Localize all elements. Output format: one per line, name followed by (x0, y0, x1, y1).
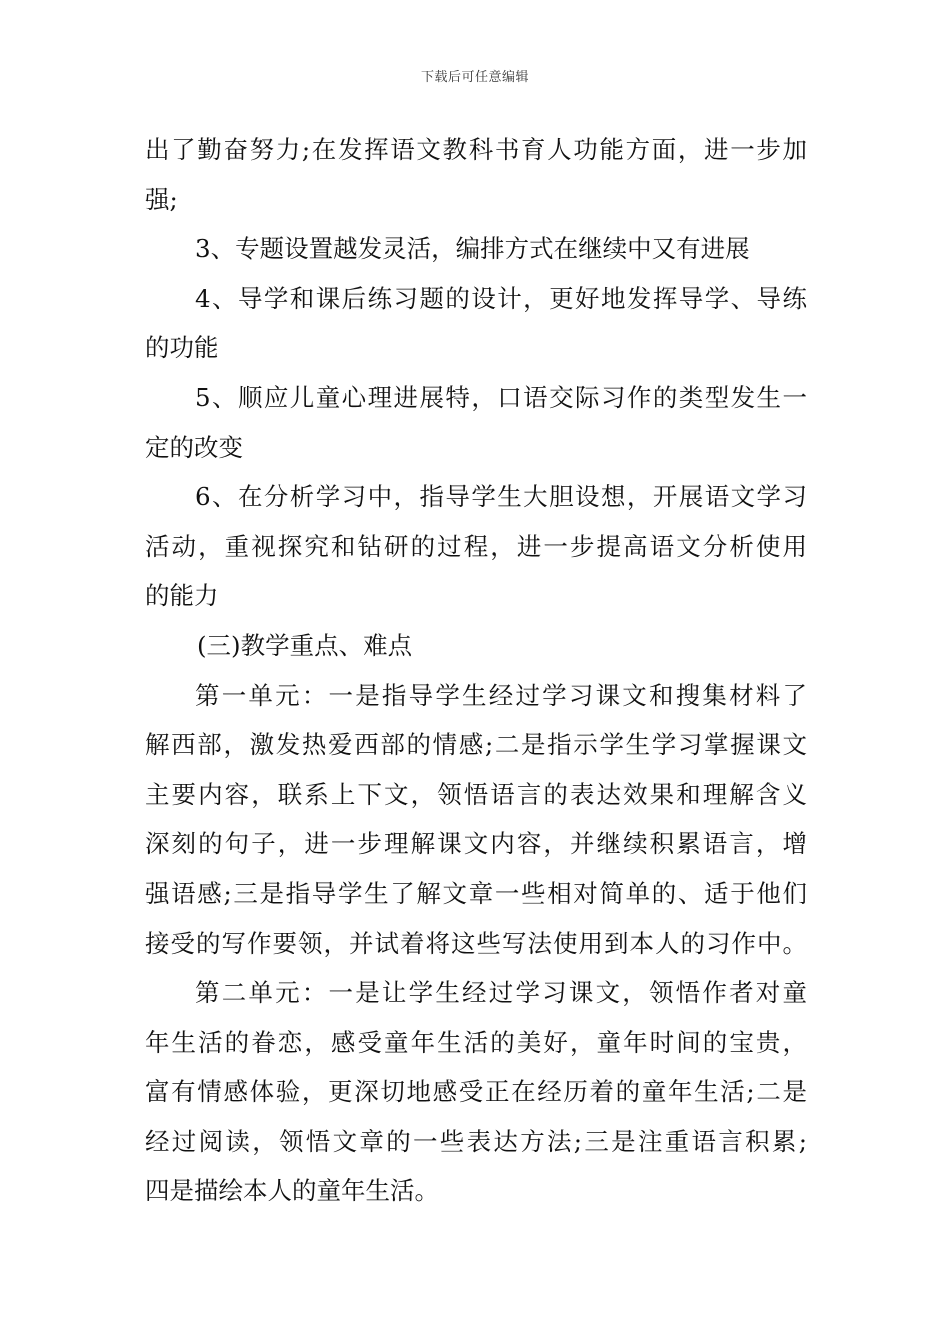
text-line: 强语感;三是指导学生了解文章一些相对简单的、适于他们 (145, 878, 807, 908)
document-body (145, 125, 807, 1216)
text-line: 的功能 (145, 333, 219, 363)
text-line: 解西部，激发热爱西部的情感;二是指示学生学习掌握课文 (145, 730, 807, 760)
text-line: 强; (145, 184, 178, 214)
text-line: 活动，重视探究和钻研的过程，进一步提高语文分析使用 (145, 531, 807, 561)
text-line: 主要内容，联系上下文，领悟语言的表达效果和理解含义 (145, 779, 807, 809)
section-heading: (三)教学重点、难点 (197, 630, 413, 660)
text-line: 出了勤奋努力;在发挥语文教科书育人功能方面，进一步加 (145, 135, 807, 164)
text-line: 经过阅读，领悟文章的一些表达方法;三是注重语言积累; (145, 1126, 807, 1156)
page-header: 下载后可任意编辑 (420, 70, 529, 85)
text-line: 深刻的句子，进一步理解课文内容，并继续积累语言，增 (145, 829, 807, 859)
text-line: 4、导学和课后练习题的设计，更好地发挥导学、导练 (195, 283, 807, 313)
text-line: 年生活的眷恋，感受童年生活的美好，童年时间的宝贵， (145, 1027, 807, 1057)
text-line: 3、专题设置越发灵活，编排方式在继续中又有进展 (195, 234, 750, 264)
text-line: 5、顺应儿童心理进展特，口语交际习作的类型发生一 (195, 382, 807, 412)
text-line: 定的改变 (145, 432, 243, 462)
text-line: 的能力 (145, 581, 219, 611)
text-line: 第一单元：一是指导学生经过学习课文和搜集材料了 (195, 680, 807, 710)
text-line: 富有情感体验，更深切地感受正在经历着的童年生活;二是 (145, 1077, 807, 1107)
text-line: 6、在分析学习中，指导学生大胆设想，开展语文学习 (195, 482, 807, 512)
text-line: 四是描绘本人的童年生活。 (145, 1176, 439, 1206)
text-line: 第二单元：一是让学生经过学习课文，领悟作者对童 (195, 978, 807, 1008)
text-line: 接受的写作要领，并试着将这些写法使用到本人的习作中。 (145, 928, 807, 958)
